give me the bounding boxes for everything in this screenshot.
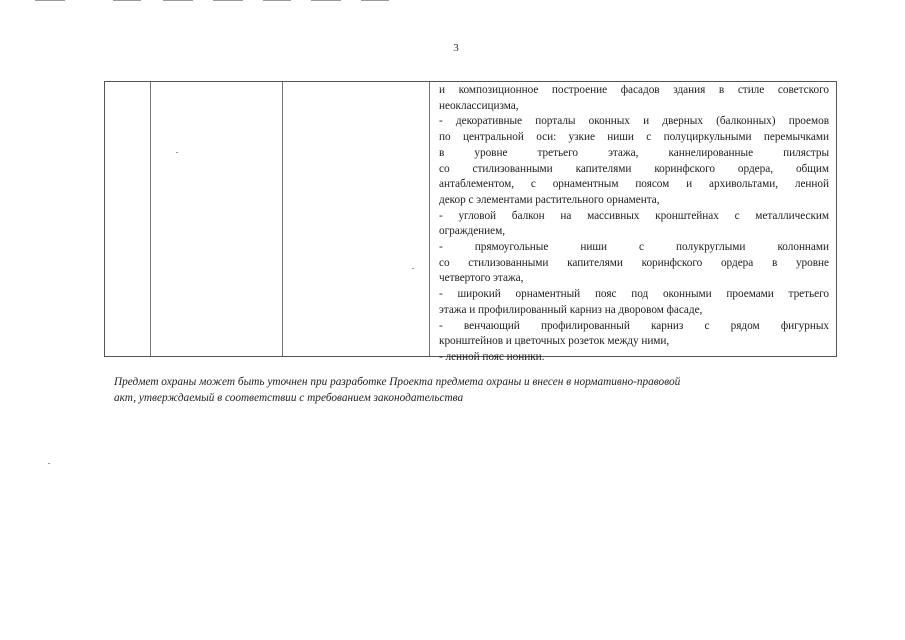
table-column-divider-2 bbox=[282, 82, 283, 356]
footnote-line: акт, утверждаемый в соответствии с требованием законодательства bbox=[114, 391, 464, 404]
page-number: 3 bbox=[453, 42, 459, 54]
scan-speck bbox=[176, 152, 178, 153]
cell-line: и композиционное построение фасадов здания в стиле советского bbox=[439, 84, 829, 96]
heritage-table bbox=[104, 81, 837, 363]
table-column-divider-1 bbox=[150, 82, 151, 356]
cell-line: декор с элементами растительного орнамента, bbox=[439, 193, 660, 206]
protection-subject-cell bbox=[439, 83, 829, 366]
scan-speck bbox=[48, 463, 50, 464]
cell-line: в уровне третьего этажа, каннелированные пилястры bbox=[439, 146, 829, 159]
cell-line: со стилизованными капителями коринфского ордера в уровне bbox=[439, 256, 829, 269]
cell-line: - декоративные порталы оконных и дверных (балконных) проемов bbox=[439, 115, 829, 128]
cell-line: - венчающий профилированный карниз с рядом фигурных bbox=[439, 319, 829, 332]
table-column-divider-3 bbox=[429, 82, 430, 356]
footnote-line: Предмет охраны может быть уточнен при разработке Проекта предмета охраны и внесен в нормативно-правовой bbox=[114, 376, 681, 388]
cell-line: - угловой балкон на массивных кронштейнах с металлическим bbox=[439, 209, 829, 222]
cell-line: четвертого этажа, bbox=[439, 272, 524, 285]
cell-line: со стилизованными капителями коринфского ордера, общим bbox=[439, 162, 829, 175]
cell-line: антаблементом, с орнаментным поясом и архивольтами, ленной bbox=[439, 178, 829, 191]
footnote bbox=[114, 375, 814, 406]
cell-line: кронштейнов и цветочных розеток между ними, bbox=[439, 335, 670, 348]
cell-line: по центральной оси: узкие ниши с полуциркульными перемычками bbox=[439, 131, 829, 144]
cell-line: неоклассицизма, bbox=[439, 99, 519, 112]
cell-line: - ленной пояс ионики. bbox=[439, 350, 545, 363]
cell-line: ограждением, bbox=[439, 225, 505, 238]
cell-line: - широкий орнаментный пояс под оконными проемами третьего bbox=[439, 288, 829, 301]
scan-speck bbox=[412, 268, 414, 269]
cell-line: - прямоугольные ниши с полукруглыми колоннами bbox=[439, 241, 829, 254]
top-rule-fragments bbox=[35, 0, 395, 3]
cell-line: этажа и профилированный карниз на дворовом фасаде, bbox=[439, 303, 703, 316]
